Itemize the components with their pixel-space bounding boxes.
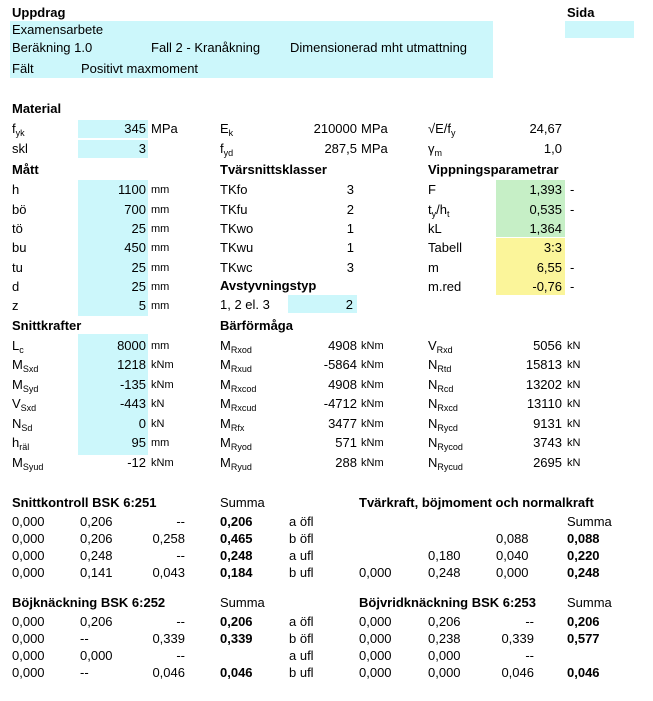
- matt-value[interactable]: 25: [131, 221, 146, 236]
- sida-field[interactable]: [565, 21, 634, 38]
- snittkontroll-sum: 0,206: [220, 514, 253, 529]
- vipp-t-label: $t_y/h_t$: [428, 202, 450, 219]
- bojknackning-cell: 0,000: [12, 648, 45, 663]
- snittkraft-unit: kNm: [151, 359, 174, 371]
- snittkontroll-case: a ufl: [289, 548, 314, 563]
- matt-unit: mm: [151, 281, 170, 293]
- barformaga-right-value: 13110: [526, 396, 562, 411]
- snittkraft-unit: kNm: [151, 457, 174, 469]
- snittkontroll-sum: 0,184: [220, 565, 253, 580]
- tk-value: 2: [346, 202, 354, 217]
- field-label: Fält: [12, 61, 34, 76]
- snittkontroll-cell: 0,000: [12, 565, 45, 580]
- bojknackning-case: a öfl: [289, 614, 314, 629]
- bojvrid-cell: 0,339: [501, 631, 534, 646]
- vipp-f-value: 1,393: [529, 182, 562, 197]
- matt-value[interactable]: 450: [124, 240, 146, 255]
- snittkontroll-title: Snittkontroll BSK 6:251: [12, 495, 157, 510]
- tk-value: 3: [346, 260, 354, 275]
- skl-label: skl: [12, 141, 28, 156]
- fyd-value: 287,5: [324, 141, 357, 156]
- barformaga-right-unit: kN: [567, 379, 581, 391]
- snittkraft-value[interactable]: -135: [119, 377, 146, 392]
- snittkraft-label: $M_{Sxd}$: [12, 357, 39, 374]
- snittkontroll-case: a öfl: [289, 514, 314, 529]
- barformaga-value: 288: [335, 455, 357, 470]
- bojknackning-cell: 0,206: [80, 614, 113, 629]
- tvarkraft-cell: 0,000: [359, 565, 392, 580]
- matt-unit: mm: [151, 184, 170, 196]
- tvarkraft-cell: 0,248: [428, 565, 461, 580]
- vipp-m-unit: -: [570, 260, 575, 275]
- bojvrid-cell: 0,000: [359, 614, 392, 629]
- vipp-tabell-label: Tabell: [428, 240, 462, 255]
- snittkrafter-title: Snittkrafter: [12, 318, 82, 333]
- gamma-label: $\gamma_m$: [428, 141, 442, 158]
- barformaga-label: $M_{Rfx}$: [220, 416, 245, 433]
- vipp-t-value: 0,535: [529, 202, 562, 217]
- barformaga-right-label: $N_{Rcd}$: [428, 377, 454, 394]
- tk-label: TKwu: [220, 240, 254, 255]
- bojvrid-cell: 0,000: [359, 665, 392, 680]
- snittkontroll-cell: 0,248: [80, 548, 113, 563]
- tk-label: TKwc: [220, 260, 253, 275]
- barformaga-unit: kNm: [361, 437, 384, 449]
- matt-unit: mm: [151, 204, 170, 216]
- barformaga-label: $M_{Rxod}$: [220, 338, 252, 355]
- project-name: Examensarbete: [12, 22, 104, 37]
- snittkraft-value[interactable]: 1218: [117, 357, 146, 372]
- bojvrid-sum: 0,577: [567, 631, 600, 646]
- load-case: Fall 2 - Kranåkning: [151, 40, 261, 55]
- matt-value[interactable]: 5: [138, 298, 146, 313]
- bojknackning-cell: --: [176, 648, 185, 663]
- vippning-title: Vippningsparametrar: [428, 162, 559, 177]
- bojvrid-summa: Summa: [567, 595, 612, 610]
- barformaga-label: $M_{Ryod}$: [220, 435, 252, 452]
- snittkraft-value[interactable]: -12: [127, 455, 146, 470]
- snittkontroll-cell: 0,000: [12, 531, 45, 546]
- snittkontroll-cell: 0,258: [152, 531, 185, 546]
- vipp-mred-label: m.red: [428, 279, 462, 294]
- snittkraft-unit: mm: [151, 340, 170, 352]
- snittkraft-value[interactable]: 0: [138, 416, 146, 431]
- skl-value[interactable]: 3: [138, 141, 146, 156]
- matt-label: tö: [12, 221, 23, 236]
- matt-label: bö: [12, 202, 27, 217]
- snittkraft-label: $M_{Syud}$: [12, 455, 44, 472]
- bojvrid-cell: --: [525, 614, 534, 629]
- barformaga-right-value: 2695: [533, 455, 562, 470]
- barformaga-label: $M_{Ryud}$: [220, 455, 252, 472]
- tk-value: 3: [346, 182, 354, 197]
- sida-label: Sida: [567, 5, 595, 20]
- tvarkraft-cell: 0,000: [496, 565, 529, 580]
- snittkontroll-cell: --: [176, 514, 185, 529]
- snittkontroll-cell: 0,206: [80, 514, 113, 529]
- barformaga-right-unit: kN: [567, 418, 581, 430]
- fyk-unit: MPa: [151, 121, 178, 136]
- tvarkraft-summa: Summa: [567, 514, 612, 529]
- bojvrid-sum: 0,046: [567, 665, 600, 680]
- snittkontroll-cell: --: [176, 548, 185, 563]
- snittkraft-unit: kNm: [151, 379, 174, 391]
- tvarkraft-sum: 0,220: [567, 548, 600, 563]
- barformaga-right-unit: kN: [567, 359, 581, 371]
- barformaga-unit: kNm: [361, 359, 384, 371]
- fyk-value[interactable]: 345: [124, 121, 146, 136]
- barformaga-label: $M_{Rxud}$: [220, 357, 252, 374]
- barformaga-unit: kNm: [361, 379, 384, 391]
- snittkraft-unit: mm: [151, 437, 170, 449]
- matt-label: h: [12, 182, 20, 197]
- barformaga-title: Bärförmåga: [220, 318, 293, 333]
- tvarkraft-cell: 0,088: [496, 531, 529, 546]
- field-value: Positivt maxmoment: [81, 61, 199, 76]
- tvarkraft-sum: 0,248: [567, 565, 600, 580]
- tvarsnitt-title: Tvärsnittsklasser: [220, 162, 327, 177]
- fyd-unit: MPa: [361, 141, 388, 156]
- bojknackning-title: Böjknäckning BSK 6:252: [12, 595, 166, 610]
- matt-title: Mått: [12, 162, 39, 177]
- bojvrid-cell: 0,000: [359, 648, 392, 663]
- snittkontroll-sum: 0,465: [220, 531, 253, 546]
- barformaga-right-label: $N_{Rycud}$: [428, 455, 463, 472]
- bojvrid-cell: 0,238: [428, 631, 461, 646]
- barformaga-right-value: 13202: [525, 377, 562, 392]
- matt-unit: mm: [151, 242, 170, 254]
- bojknackning-case: b ufl: [289, 665, 314, 680]
- material-title: Material: [12, 101, 62, 116]
- design-description: Dimensionerad mht utmattning: [290, 40, 468, 55]
- uppdrag-label: Uppdrag: [12, 5, 66, 20]
- bojknackning-sum: 0,206: [220, 614, 253, 629]
- barformaga-right-unit: kN: [567, 398, 581, 410]
- barformaga-right-unit: kN: [567, 457, 581, 469]
- snittkontroll-cell: 0,000: [12, 548, 45, 563]
- bojknackning-summa: Summa: [220, 595, 265, 610]
- barformaga-value: -5864: [323, 357, 357, 372]
- tk-label: TKwo: [220, 221, 254, 236]
- tk-value: 1: [346, 221, 354, 236]
- snittkraft-value[interactable]: 8000: [117, 338, 146, 353]
- barformaga-right-label: $N_{Rycd}$: [428, 416, 458, 433]
- vipp-mred-value: -0,76: [532, 279, 562, 294]
- avstyvning-label: 1, 2 el. 3: [220, 297, 270, 312]
- bojvrid-cell: --: [525, 648, 534, 663]
- barformaga-right-value: 15813: [525, 357, 562, 372]
- matt-value[interactable]: 1100: [118, 182, 146, 197]
- barformaga-right-unit: kN: [567, 340, 581, 352]
- tvarkraft-title: Tvärkraft, böjmoment och normalkraft: [359, 495, 594, 510]
- snittkontroll-cell: 0,206: [80, 531, 113, 546]
- barformaga-value: 3477: [328, 416, 357, 431]
- barformaga-right-unit: kN: [567, 437, 581, 449]
- snittkraft-value[interactable]: 95: [131, 435, 146, 450]
- snittkraft-label: $h_{räl}$: [12, 435, 30, 452]
- tvarkraft-sum: 0,088: [567, 531, 600, 546]
- avstyvning-value[interactable]: 2: [345, 297, 353, 312]
- barformaga-unit: kNm: [361, 398, 384, 410]
- barformaga-right-value: 5056: [533, 338, 562, 353]
- tvarkraft-cell: 0,180: [428, 548, 461, 563]
- snittkraft-label: $M_{Syd}$: [12, 377, 39, 394]
- barformaga-unit: kNm: [361, 340, 384, 352]
- barformaga-unit: kNm: [361, 418, 384, 430]
- bojvrid-sum: 0,206: [567, 614, 600, 629]
- bojknackning-cell: 0,000: [80, 648, 113, 663]
- barformaga-right-value: 9131: [533, 416, 562, 431]
- snittkraft-label: $V_{Sxd}$: [12, 396, 37, 413]
- matt-unit: mm: [151, 223, 170, 235]
- snittkraft-label: $N_{Sd}$: [12, 416, 33, 433]
- snittkraft-unit: kN: [151, 418, 165, 430]
- bojvrid-cell: 0,000: [359, 631, 392, 646]
- vipp-tabell-value: 3:3: [543, 240, 562, 255]
- vipp-mred-unit: -: [570, 279, 575, 294]
- barformaga-value: 4908: [328, 377, 357, 392]
- tk-label: TKfo: [220, 182, 248, 197]
- snittkraft-unit: kN: [151, 398, 165, 410]
- avstyvning-title: Avstyvningstyp: [220, 278, 317, 293]
- bojknackning-cell: 0,339: [152, 631, 185, 646]
- matt-unit: mm: [151, 262, 170, 274]
- ek-unit: MPa: [361, 121, 388, 136]
- calc-version: Beräkning 1.0: [12, 40, 93, 55]
- bojknackning-case: b öfl: [289, 631, 314, 646]
- bojknackning-cell: --: [176, 614, 185, 629]
- bojvrid-cell: 0,000: [428, 648, 461, 663]
- barformaga-right-label: $V_{Rxd}$: [428, 338, 453, 355]
- barformaga-value: -4712: [323, 396, 357, 411]
- vipp-kl-label: kL: [428, 221, 442, 236]
- snittkraft-value[interactable]: -443: [119, 396, 146, 411]
- ek-label: $E_k$: [220, 121, 234, 138]
- fyk-label: $f_{yk}$: [12, 121, 25, 138]
- sqrt-value: 24,67: [529, 121, 562, 136]
- fyd-label: $f_{yd}$: [220, 141, 234, 158]
- snittkontroll-case: b ufl: [289, 565, 314, 580]
- tk-value: 1: [346, 240, 354, 255]
- tk-label: TKfu: [220, 202, 248, 217]
- snittkontroll-cell: 0,141: [80, 565, 113, 580]
- gamma-value: 1,0: [543, 141, 562, 156]
- bojknackning-cell: 0,000: [12, 614, 45, 629]
- snittkontroll-cell: 0,000: [12, 514, 45, 529]
- matt-value[interactable]: 25: [131, 279, 146, 294]
- vipp-m-value: 6,55: [536, 260, 562, 275]
- vipp-f-label: F: [428, 182, 436, 197]
- vipp-m-label: m: [428, 260, 439, 275]
- snittkontroll-sum: 0,248: [220, 548, 253, 563]
- vipp-kl-value: 1,364: [529, 221, 562, 236]
- bojvrid-cell: 0,000: [428, 665, 461, 680]
- bojknackning-sum: 0,046: [220, 665, 253, 680]
- ek-value: 210000: [313, 121, 357, 136]
- matt-label: tu: [12, 260, 23, 275]
- bojknackning-cell: 0,000: [12, 631, 45, 646]
- vipp-f-unit: -: [570, 182, 575, 197]
- barformaga-label: $M_{Rxcud}$: [220, 396, 257, 413]
- matt-label: z: [12, 298, 19, 313]
- vipp-t-unit: -: [570, 202, 575, 217]
- bojknackning-cell: --: [80, 665, 89, 680]
- matt-unit: mm: [151, 300, 170, 312]
- barformaga-right-label: $N_{Rxcd}$: [428, 396, 458, 413]
- barformaga-value: 4908: [328, 338, 357, 353]
- bojvrid-cell: 0,046: [501, 665, 534, 680]
- barformaga-unit: kNm: [361, 457, 384, 469]
- barformaga-right-label: $N_{Rtd}$: [428, 357, 452, 374]
- barformaga-label: $M_{Rxcod}$: [220, 377, 257, 394]
- bojknackning-cell: --: [80, 631, 89, 646]
- bojknackning-sum: 0,339: [220, 631, 253, 646]
- bojknackning-cell: 0,046: [152, 665, 185, 680]
- barformaga-right-value: 3743: [533, 435, 562, 450]
- bojvrid-cell: 0,206: [428, 614, 461, 629]
- bojvrid-title: Böjvridknäckning BSK 6:253: [359, 595, 536, 610]
- bojknackning-case: a ufl: [289, 648, 314, 663]
- sqrt-label: $√E/f_y$: [428, 121, 456, 138]
- snittkontroll-case: b öfl: [289, 531, 314, 546]
- matt-label: bu: [12, 240, 27, 255]
- bojknackning-cell: 0,000: [12, 665, 45, 680]
- matt-label: d: [12, 279, 20, 294]
- matt-value[interactable]: 25: [131, 260, 146, 275]
- snittkontroll-cell: 0,043: [152, 565, 185, 580]
- barformaga-right-label: $N_{Rycod}$: [428, 435, 463, 452]
- snittkontroll-summa: Summa: [220, 495, 265, 510]
- snittkraft-label: $L_c$: [12, 338, 24, 355]
- matt-value[interactable]: 700: [124, 202, 146, 217]
- barformaga-value: 571: [335, 435, 357, 450]
- tvarkraft-cell: 0,040: [496, 548, 529, 563]
